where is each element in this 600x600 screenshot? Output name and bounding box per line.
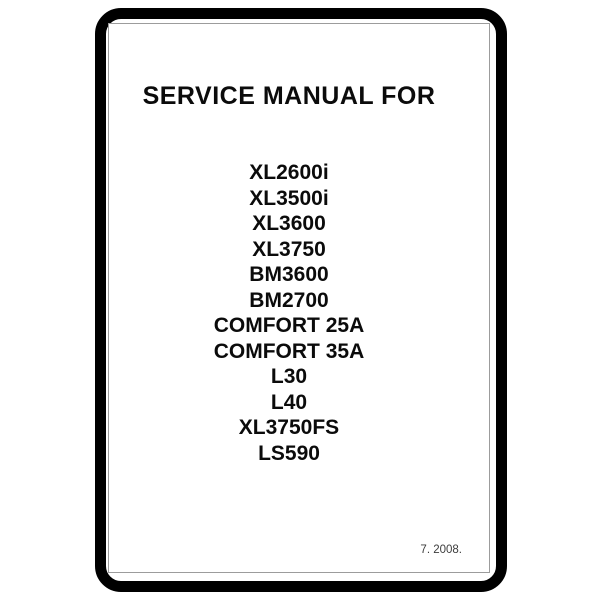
model-item-xl3500i: XL3500i xyxy=(249,186,329,210)
model-item-xl3750fs: XL3750FS xyxy=(238,416,340,439)
model-item-xl3600: XL3600 xyxy=(252,212,326,235)
revision-date-label: 7. 2008. xyxy=(420,544,462,556)
model-item-l30: L30 xyxy=(270,365,308,388)
model-item-bm3600: BM3600 xyxy=(249,263,329,286)
model-item-comfort-35a: COMFORT 35A xyxy=(213,339,365,363)
model-item-bm2700: BM2700 xyxy=(249,288,329,312)
model-item-ls590: LS590 xyxy=(258,441,320,465)
model-item-xl2600i: XL2600i xyxy=(249,161,329,184)
model-item-comfort-25a: COMFORT 25A xyxy=(213,314,365,337)
page-inner-border xyxy=(108,23,490,573)
model-item-xl3750: XL3750 xyxy=(252,237,326,261)
model-list xyxy=(99,160,479,466)
manual-cover-outer-border xyxy=(95,8,507,592)
model-item-l40: L40 xyxy=(270,390,308,414)
page-title: SERVICE MANUAL FOR xyxy=(142,82,436,110)
